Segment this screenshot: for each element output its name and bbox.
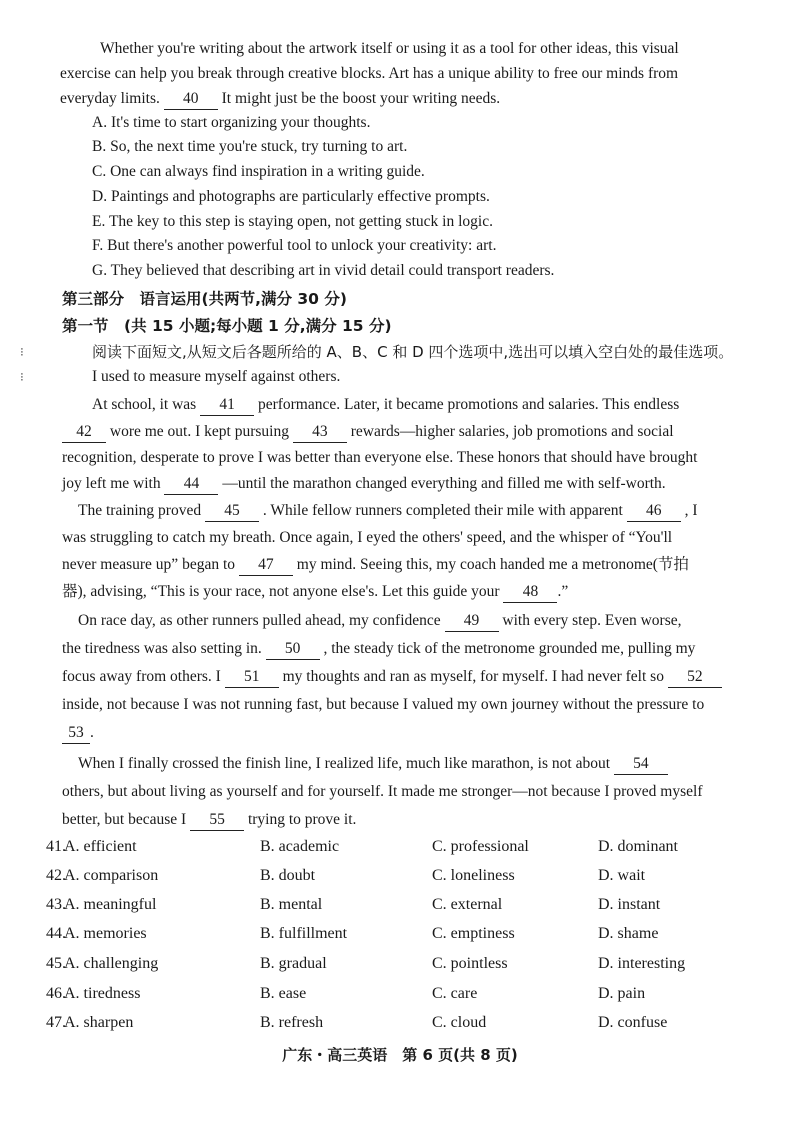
cloze-line-10: On race day, as other runners pulled ahead, my confidence 49 with every step. Even worse, [78,611,681,632]
blank-43: 43 [293,422,347,443]
blank-53: 53 [62,723,90,744]
cloze-line-12: focus away from others. I 51 my thoughts and ran as myself, for myself. I had never felt so 52 [62,667,722,688]
choice-g: G. They believed that describing art in vivid detail could transport readers. [92,262,555,279]
cloze-line-7: was struggling to catch my breath. Once again, I eyed the others' speed, and the whisper of “You'll [62,529,673,546]
blank-45: 45 [205,501,259,522]
blank-54: 54 [614,754,668,775]
cloze-line-2: At school, it was 41 performance. Later, it became promotions and salaries. This endless [92,395,679,416]
choice-b: B. So, the next time you're stuck, try turning to art. [92,138,408,155]
passage-line-1: Whether you're writing about the artwork itself or using it as a tool for other ideas, this visual [100,40,679,57]
choice-f: F. But there's another powerful tool to unlock your creativity: art. [92,237,497,254]
blank-48: 48 [503,582,557,603]
blank-47: 47 [239,555,293,576]
cloze-line-16: others, but about living as yourself and for yourself. It made me stronger—not because I proved myself [62,783,703,800]
option-row-43: 43. A. meaningful B. mental C. external D. instant [46,896,661,913]
cloze-line-9: 器), advising, “This is your race, not anyone else's. Let this guide your 48 .” [62,582,568,603]
margin-mark: ⁝ [20,345,24,359]
blank-51: 51 [225,667,279,688]
cloze-line-17: better, but because I 55 trying to prove it. [62,810,356,831]
choice-e: E. The key to this step is staying open, not getting stuck in logic. [92,213,493,230]
blank-52: 52 [668,667,722,688]
cloze-line-1: I used to measure myself against others. [92,368,341,385]
option-row-42: 42. A. comparison B. doubt C. loneliness D. wait [46,867,646,884]
page-footer: 广东・高三英语 第 6 页(共 8 页) [282,1046,518,1064]
blank-44: 44 [164,474,218,495]
option-row-44: 44. A. memories B. fulfillment C. emptiness D. shame [46,925,659,942]
cloze-line-13: inside, not because I was not running fast, but because I valued my own journey without the pressure to [62,696,705,713]
option-row-41: 41. A. efficient B. academic C. professional D. dominant [46,838,678,855]
margin-mark: ⁝ [20,370,24,384]
cloze-line-3: 42 wore me out. I kept pursuing 43 rewards—higher salaries, job promotions and social [62,422,674,443]
option-row-46: 46. A. tiredness B. ease C. care D. pain [46,985,646,1002]
cloze-line-14: 53 . [62,723,94,744]
cloze-line-15: When I finally crossed the finish line, I realized life, much like marathon, is not about 54 [78,754,668,775]
cloze-line-8: never measure up” began to 47 my mind. Seeing this, my coach handed me a metronome(节拍 [62,555,689,576]
cloze-line-6: The training proved 45 . While fellow runners completed their mile with apparent 46 , I [78,501,698,522]
blank-50: 50 [266,639,320,660]
passage-line-3: everyday limits. 40 It might just be the boost your writing needs. [60,89,500,110]
blank-49: 49 [445,611,499,632]
option-row-47: 47. A. sharpen B. refresh C. cloud D. confuse [46,1014,668,1031]
blank-42: 42 [62,422,106,443]
cloze-line-5: joy left me with 44 —until the marathon changed everything and filled me with self-worth. [62,474,666,495]
choice-d: D. Paintings and photographs are particularly effective prompts. [92,188,490,205]
passage-line-2: exercise can help you break through creative blocks. Art has a unique ability to free our minds from [60,65,679,82]
blank-46: 46 [627,501,681,522]
section3-title: 第三部分 语言运用(共两节,满分 30 分) [62,290,347,308]
cloze-line-11: the tiredness was also setting in. 50 , the steady tick of the metronome grounded me, pulling my [62,639,695,660]
blank-41: 41 [200,395,254,416]
blank-40: 40 [164,89,218,110]
blank-55: 55 [190,810,244,831]
option-row-45: 45. A. challenging B. gradual C. pointless D. interesting [46,955,686,972]
instruction: 阅读下面短文,从短文后各题所给的 A、B、C 和 D 四个选项中,选出可以填入空白处的最佳选项。 [92,343,734,361]
section1-title: 第一节 (共 15 小题;每小题 1 分,满分 15 分) [62,317,392,335]
choice-c: C. One can always find inspiration in a writing guide. [92,163,425,180]
choice-a: A. It's time to start organizing your thoughts. [92,114,371,131]
cloze-line-4: recognition, desperate to prove I was better than everyone else. These honors that should have brought [62,449,698,466]
